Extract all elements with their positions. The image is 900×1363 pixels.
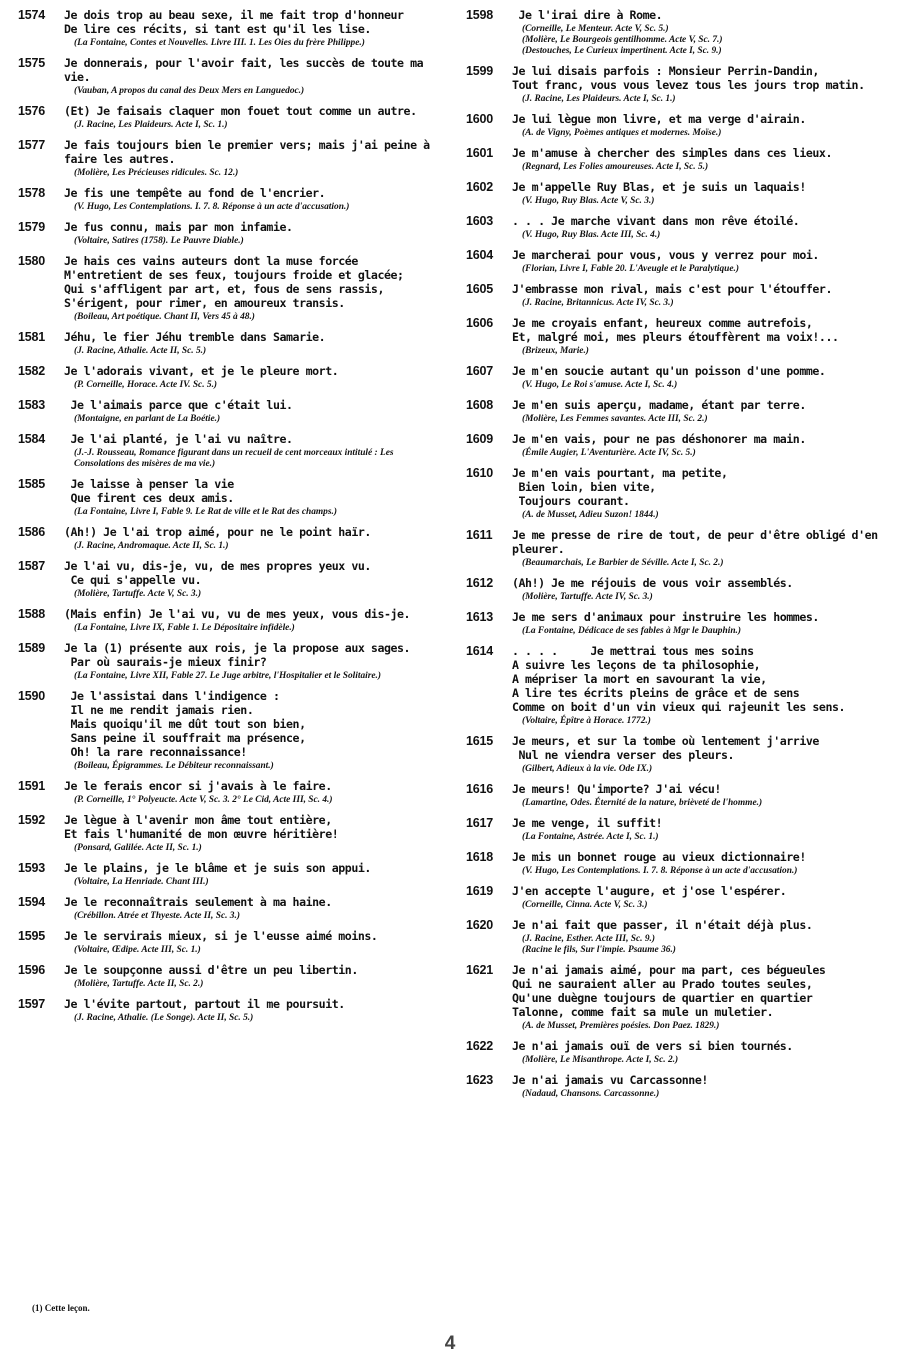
entry-number: 1601 bbox=[466, 146, 494, 160]
entry-number: 1616 bbox=[466, 782, 494, 796]
quote-entry bbox=[18, 559, 436, 600]
quote-source: (La Fontaine, Livre IX, Fable 1. Le Dépositaire infidèle.) bbox=[74, 623, 295, 633]
quote-text: (Ah!) Je l'ai trop aimé, pour ne le point haïr. bbox=[64, 525, 371, 539]
quote-source: (V. Hugo, Les Contemplations. I. 7. 8. Réponse à un acte d'accusation.) bbox=[522, 866, 798, 876]
quote-text: Je marcherai pour vous, vous y verrez pour moi. bbox=[512, 248, 819, 262]
quote-entry bbox=[466, 528, 884, 569]
quote-entry bbox=[466, 64, 884, 105]
quote-entry bbox=[466, 112, 884, 139]
entry-number: 1596 bbox=[18, 963, 46, 977]
quote-entry bbox=[18, 779, 436, 806]
quote-source: (Vauban, A propos du canal des Deux Mers en Languedoc.) bbox=[74, 86, 305, 96]
quote-text: Je fais toujours bien le premier vers; mais j'ai peine à faire les autres. bbox=[64, 138, 437, 166]
quote-entry bbox=[18, 8, 436, 49]
entry-number: 1598 bbox=[466, 8, 494, 22]
quote-source: (J.-J. Rousseau, Romance figurant dans un recueil de cent morceaux intitulé : Les Consolations des misères de ma vie.) bbox=[74, 448, 394, 469]
quote-text: (Mais enfin) Je l'ai vu, vu de mes yeux, vous dis-je. bbox=[64, 607, 411, 621]
quote-text: Je n'ai jamais aimé, pour ma part, ces bégueules Qui ne sauraient aller au Prado toutes seules, Qu'une duègne toujours de quartier en quartier Talonne, comme fait sa mule un muletier. bbox=[512, 963, 826, 1019]
quote-source: (La Fontaine, Livre I, Fable 9. Le Rat de ville et le Rat des champs.) bbox=[74, 507, 337, 517]
quote-text: Je n'ai fait que passer, il n'était déjà plus. bbox=[512, 918, 813, 932]
quote-text: Je le soupçonne aussi d'être un peu libertin. bbox=[64, 963, 358, 977]
quote-source: (Boileau, Épigrammes. Le Débiteur reconnaissant.) bbox=[74, 761, 274, 771]
quote-source: (V. Hugo, Ruy Blas. Acte V, Sc. 3.) bbox=[522, 196, 655, 206]
entry-number: 1617 bbox=[466, 816, 494, 830]
entry-number: 1593 bbox=[18, 861, 46, 875]
quote-entry bbox=[466, 734, 884, 775]
quote-text: Je l'adorais vivant, et je le pleure mort. bbox=[64, 364, 339, 378]
quote-source: (Corneille, Cinna. Acte V, Sc. 3.) bbox=[522, 900, 648, 910]
entry-number: 1615 bbox=[466, 734, 494, 748]
quote-source: (J. Racine, Esther. Acte III, Sc. 9.) (Racine le fils, Sur l'impie. Psaume 36.) bbox=[522, 934, 676, 955]
quote-entry bbox=[18, 641, 436, 682]
quote-entry bbox=[18, 997, 436, 1024]
entry-number: 1586 bbox=[18, 525, 46, 539]
quote-source: (Montaigne, en parlant de La Boétie.) bbox=[74, 414, 221, 424]
quote-text: . . . Je marche vivant dans mon rêve étoilé. bbox=[512, 214, 800, 228]
quote-source: (Voltaire, Œdipe. Acte III, Sc. 1.) bbox=[74, 945, 201, 955]
footnote: (1) Cette leçon. bbox=[32, 1303, 90, 1313]
entry-number: 1604 bbox=[466, 248, 494, 262]
entry-number: 1576 bbox=[18, 104, 46, 118]
quote-entry bbox=[18, 689, 436, 772]
entry-number: 1592 bbox=[18, 813, 46, 827]
quote-source: (La Fontaine, Astrée. Acte I, Sc. 1.) bbox=[522, 832, 659, 842]
quote-source: (Florian, Livre I, Fable 20. L'Aveugle et le Paralytique.) bbox=[522, 264, 739, 274]
entry-number: 1606 bbox=[466, 316, 494, 330]
entry-number: 1620 bbox=[466, 918, 494, 932]
quote-source: (Corneille, Le Menteur. Acte V, Sc. 5.) (Molière, Le Bourgeois gentilhomme. Acte V, Sc. 7.) (Destouches, Le Curieux impertinent. Acte I, Sc. 9.) bbox=[522, 24, 723, 56]
entry-number: 1605 bbox=[466, 282, 494, 296]
entry-number: 1597 bbox=[18, 997, 46, 1011]
quote-entry bbox=[18, 254, 436, 323]
quote-text: Je n'ai jamais ouï de vers si bien tournés. bbox=[512, 1039, 793, 1053]
entry-number: 1595 bbox=[18, 929, 46, 943]
quote-entry bbox=[18, 56, 436, 97]
quote-entry bbox=[18, 813, 436, 854]
entry-number: 1611 bbox=[466, 528, 493, 542]
quote-entry bbox=[18, 104, 436, 131]
entry-number: 1574 bbox=[18, 8, 46, 22]
quote-source: (J. Racine, Athalie. Acte II, Sc. 5.) bbox=[74, 346, 207, 356]
entry-number: 1589 bbox=[18, 641, 46, 655]
quote-source: (Ponsard, Galilée. Acte II, Sc. 1.) bbox=[74, 843, 202, 853]
quote-source: (Lamartine, Odes. Éternité de la nature, brièveté de l'homme.) bbox=[522, 798, 763, 808]
quote-source: (Beaumarchais, Le Barbier de Séville. Acte I, Sc. 2.) bbox=[522, 558, 724, 568]
quote-text: Je laisse à penser la vie Que firent ces deux amis. bbox=[70, 477, 234, 505]
quote-entry bbox=[18, 330, 436, 357]
quote-text: J'embrasse mon rival, mais c'est pour l'étouffer. bbox=[512, 282, 832, 296]
quote-text: Je m'amuse à chercher des simples dans ces lieux. bbox=[512, 146, 832, 160]
quote-entry bbox=[466, 644, 884, 727]
quote-entry bbox=[466, 282, 884, 309]
quote-entry bbox=[466, 1073, 884, 1100]
right-column bbox=[466, 8, 884, 1107]
quote-entry bbox=[466, 1039, 884, 1066]
entry-number: 1577 bbox=[18, 138, 46, 152]
quote-source: (Molière, Tartuffe. Acte IV, Sc. 3.) bbox=[522, 592, 653, 602]
quote-entry bbox=[466, 8, 884, 57]
entry-number: 1603 bbox=[466, 214, 494, 228]
quote-entry bbox=[18, 895, 436, 922]
entry-number: 1623 bbox=[466, 1073, 494, 1087]
entry-number: 1600 bbox=[466, 112, 494, 126]
quote-text: J'en accepte l'augure, et j'ose l'espérer. bbox=[512, 884, 787, 898]
entry-number: 1585 bbox=[18, 477, 46, 491]
quote-entry bbox=[18, 398, 436, 425]
quote-source: (J. Racine, Les Plaideurs. Acte I, Sc. 1.) bbox=[74, 120, 228, 130]
entry-number: 1588 bbox=[18, 607, 46, 621]
quote-entry bbox=[466, 316, 884, 357]
quote-entry bbox=[466, 782, 884, 809]
entry-number: 1583 bbox=[18, 398, 46, 412]
entry-number: 1621 bbox=[466, 963, 494, 977]
quote-text: Je m'appelle Ruy Blas, et je suis un laquais! bbox=[512, 180, 806, 194]
quote-text: Je le reconnaîtrais seulement à ma haine. bbox=[64, 895, 332, 909]
quote-source: (V. Hugo, Les Contemplations. I. 7. 8. Réponse à un acte d'accusation.) bbox=[74, 202, 350, 212]
quote-entry bbox=[466, 364, 884, 391]
quote-source: (Gilbert, Adieux à la vie. Ode IX.) bbox=[522, 764, 653, 774]
quote-text: Je m'en suis aperçu, madame, étant par terre. bbox=[512, 398, 806, 412]
quote-text: Je le plains, je le blâme et je suis son appui. bbox=[64, 861, 371, 875]
quote-source: (Brizeux, Marie.) bbox=[522, 346, 589, 356]
quote-source: (Voltaire, La Henriade. Chant III.) bbox=[74, 877, 209, 887]
entry-number: 1608 bbox=[466, 398, 494, 412]
quote-entry bbox=[18, 929, 436, 956]
quote-source: (A. de Musset, Premières poésies. Don Paez. 1829.) bbox=[522, 1021, 720, 1031]
page-number: 4 bbox=[444, 1333, 456, 1354]
quote-text: Je meurs! Qu'importe? J'ai vécu! bbox=[512, 782, 721, 796]
quote-source: (Voltaire, Épître à Horace. 1772.) bbox=[522, 716, 651, 726]
quote-entry bbox=[466, 180, 884, 207]
quote-text: Je l'assistai dans l'indigence : Il ne me rendit jamais rien. Mais quoiqu'il me dût tout son bien, Sans peine il souffrait ma présence, Oh! la rare reconnaissance! bbox=[70, 689, 306, 759]
quote-source: (Crébillon. Atrée et Thyeste. Acte II, Sc. 3.) bbox=[74, 911, 240, 921]
quote-text: Je le ferais encor si j'avais à le faire. bbox=[64, 779, 332, 793]
entry-number: 1612 bbox=[466, 576, 494, 590]
quote-entry bbox=[18, 963, 436, 990]
quote-text: Je me croyais enfant, heureux comme autrefois, Et, malgré moi, mes pleurs étouffèrent ma voix!... bbox=[512, 316, 839, 344]
quote-text: Je l'évite partout, partout il me poursuit. bbox=[64, 997, 345, 1011]
quote-source: (La Fontaine, Contes et Nouvelles. Livre III. 1. Les Oies du frère Philippe.) bbox=[74, 38, 365, 48]
quote-text: Je le servirais mieux, si je l'eusse aimé moins. bbox=[64, 929, 378, 943]
quote-source: (J. Racine, Britannicus. Acte IV, Sc. 3.) bbox=[522, 298, 674, 308]
entry-number: 1591 bbox=[18, 779, 46, 793]
quote-text: Je m'en vais, pour ne pas déshonorer ma main. bbox=[512, 432, 806, 446]
quote-source: (Molière, Tartuffe. Acte II, Sc. 2.) bbox=[74, 979, 204, 989]
quote-text: Je fis une tempête au fond de l'encrier. bbox=[64, 186, 326, 200]
quote-source: (Voltaire, Satires (1758). Le Pauvre Diable.) bbox=[74, 236, 244, 246]
quote-source: (Émile Augier, L'Aventurière. Acte IV, Sc. 5.) bbox=[522, 448, 696, 458]
quote-entry bbox=[466, 576, 884, 603]
quote-text: Je m'en soucie autant qu'un poisson d'une pomme. bbox=[512, 364, 826, 378]
entry-number: 1594 bbox=[18, 895, 46, 909]
entry-number: 1578 bbox=[18, 186, 46, 200]
entry-number: 1579 bbox=[18, 220, 46, 234]
quote-entry bbox=[466, 963, 884, 1032]
quote-source: (Boileau, Art poétique. Chant II, Vers 45 à 48.) bbox=[74, 312, 255, 322]
quote-source: (Molière, Les Femmes savantes. Acte III, Sc. 2.) bbox=[522, 414, 708, 424]
quote-entry bbox=[466, 918, 884, 956]
quote-text: Je dois trop au beau sexe, il me fait trop d'honneur De lire ces récits, si tant est qu'il les lise. bbox=[64, 8, 404, 36]
quote-text: Je m'en vais pourtant, ma petite, Bien loin, bien vite, Toujours courant. bbox=[512, 466, 728, 508]
quote-entry bbox=[466, 432, 884, 459]
quote-entry bbox=[18, 186, 436, 213]
quote-entry bbox=[18, 432, 436, 470]
quote-text: Jéhu, le fier Jéhu tremble dans Samarie. bbox=[64, 330, 326, 344]
quote-entry bbox=[466, 610, 884, 637]
quote-source: (V. Hugo, Le Roi s'amuse. Acte I, Sc. 4.) bbox=[522, 380, 678, 390]
quote-entry bbox=[466, 146, 884, 173]
entry-number: 1613 bbox=[466, 610, 494, 624]
quote-text: Je la (1) présente aux rois, je la propose aux sages. Par où saurais-je mieux finir? bbox=[64, 641, 411, 669]
quote-text: Je hais ces vains auteurs dont la muse forcée M'entretient de ses feux, toujours froide et glacée; Qui s'affligent par art, et, fous de sens rassis, S'érigent, pour rimer, en amoureux transis. bbox=[64, 254, 404, 310]
quote-entry bbox=[18, 525, 436, 552]
quote-source: (P. Corneille, Horace. Acte IV. Sc. 5.) bbox=[74, 380, 218, 390]
entry-number: 1618 bbox=[466, 850, 494, 864]
quote-text: Je lui lègue mon livre, et ma verge d'airain. bbox=[512, 112, 806, 126]
quote-text: Je lui disais parfois : Monsieur Perrin-Dandin, Tout franc, vous vous levez tous les jours trop matin. bbox=[512, 64, 865, 92]
entry-number: 1590 bbox=[18, 689, 46, 703]
quote-entry bbox=[18, 220, 436, 247]
entry-number: 1584 bbox=[18, 432, 46, 446]
quote-source: (Molière, Tartuffe. Acte V, Sc. 3.) bbox=[74, 589, 202, 599]
quote-source: (J. Racine, Athalie. (Le Songe). Acte II, Sc. 5.) bbox=[74, 1013, 254, 1023]
quote-text: Je lègue à l'avenir mon âme tout entière, Et fais l'humanité de mon œuvre héritière! bbox=[64, 813, 339, 841]
entry-number: 1614 bbox=[466, 644, 494, 658]
quote-text: Je l'aimais parce que c'était lui. bbox=[64, 398, 293, 412]
left-column bbox=[18, 8, 436, 1031]
quote-text: Je fus connu, mais par mon infamie. bbox=[64, 220, 293, 234]
entry-number: 1582 bbox=[18, 364, 46, 378]
quote-entry bbox=[466, 466, 884, 521]
quote-text: Je l'irai dire à Rome. bbox=[512, 8, 663, 22]
quote-entry bbox=[466, 816, 884, 843]
quote-text: Je me sers d'animaux pour instruire les hommes. bbox=[512, 610, 819, 624]
entry-number: 1622 bbox=[466, 1039, 494, 1053]
quote-source: (J. Racine, Les Plaideurs. Acte I, Sc. 1.) bbox=[522, 94, 676, 104]
quote-source: (La Fontaine, Dédicace de ses fables à Mgr le Dauphin.) bbox=[522, 626, 741, 636]
quote-entry bbox=[466, 248, 884, 275]
quote-source: (A. de Vigny, Poèmes antiques et modernes. Moïse.) bbox=[522, 128, 722, 138]
quote-entry bbox=[466, 884, 884, 911]
quote-source: (A. de Musset, Adieu Suzon! 1844.) bbox=[522, 510, 659, 520]
quote-text: Je me venge, il suffit! bbox=[512, 816, 663, 830]
entry-number: 1607 bbox=[466, 364, 494, 378]
entry-number: 1599 bbox=[466, 64, 494, 78]
quote-text: Je l'ai planté, je l'ai vu naître. bbox=[64, 432, 293, 446]
entry-number: 1602 bbox=[466, 180, 494, 194]
quote-source: (Molière, Les Précieuses ridicules. Sc. 12.) bbox=[74, 168, 239, 178]
quote-entry bbox=[18, 607, 436, 634]
quote-source: (La Fontaine, Livre XII, Fable 27. Le Juge arbitre, l'Hospitalier et le Solitaire.) bbox=[74, 671, 382, 681]
entry-number: 1575 bbox=[18, 56, 46, 70]
quote-entry bbox=[466, 398, 884, 425]
quote-entry bbox=[18, 138, 436, 179]
quote-text: (Ah!) Je me réjouis de vous voir assemblés. bbox=[512, 576, 793, 590]
entry-number: 1581 bbox=[18, 330, 46, 344]
entry-number: 1609 bbox=[466, 432, 494, 446]
quote-text: . . . . Je mettrai tous mes soins A suivre les leçons de ta philosophie, A mépriser la mort en savourant la vie, A lire tes écrits pleins de grâce et de sens Comme on boit d'un vin vieux qui rajeunit les sens. bbox=[512, 644, 846, 714]
quote-text: Je l'ai vu, dis-je, vu, de mes propres yeux vu. Ce qui s'appelle vu. bbox=[64, 559, 371, 587]
quote-source: (Nadaud, Chansons. Carcassonne.) bbox=[522, 1089, 660, 1099]
quote-entry bbox=[466, 850, 884, 877]
entry-number: 1619 bbox=[466, 884, 494, 898]
quote-text: Je me presse de rire de tout, de peur d'être obligé d'en pleurer. bbox=[512, 528, 885, 556]
quote-entry bbox=[466, 214, 884, 241]
quote-source: (V. Hugo, Ruy Blas. Acte III, Sc. 4.) bbox=[522, 230, 661, 240]
quote-source: (P. Corneille, 1° Polyeucte. Acte V, Sc. 3. 2° Le Cid, Acte III, Sc. 4.) bbox=[74, 795, 333, 805]
quote-entry bbox=[18, 364, 436, 391]
quote-source: (Regnard, Les Folies amoureuses. Acte I, Sc. 5.) bbox=[522, 162, 709, 172]
quote-text: (Et) Je faisais claquer mon fouet tout comme un autre. bbox=[64, 104, 417, 118]
entry-number: 1587 bbox=[18, 559, 46, 573]
quote-source: (J. Racine, Andromaque. Acte II, Sc. 1.) bbox=[74, 541, 229, 551]
quote-source: (Molière, Le Misanthrope. Acte I, Sc. 2.) bbox=[522, 1055, 679, 1065]
quote-text: Je meurs, et sur la tombe où lentement j'arrive Nul ne viendra verser des pleurs. bbox=[512, 734, 819, 762]
quote-entry bbox=[18, 477, 436, 518]
quote-text: Je donnerais, pour l'avoir fait, les succès de toute ma vie. bbox=[64, 56, 430, 84]
quote-text: Je n'ai jamais vu Carcassonne! bbox=[512, 1073, 708, 1087]
entry-number: 1580 bbox=[18, 254, 46, 268]
quote-entry bbox=[18, 861, 436, 888]
entry-number: 1610 bbox=[466, 466, 494, 480]
quote-text: Je mis un bonnet rouge au vieux dictionnaire! bbox=[512, 850, 806, 864]
